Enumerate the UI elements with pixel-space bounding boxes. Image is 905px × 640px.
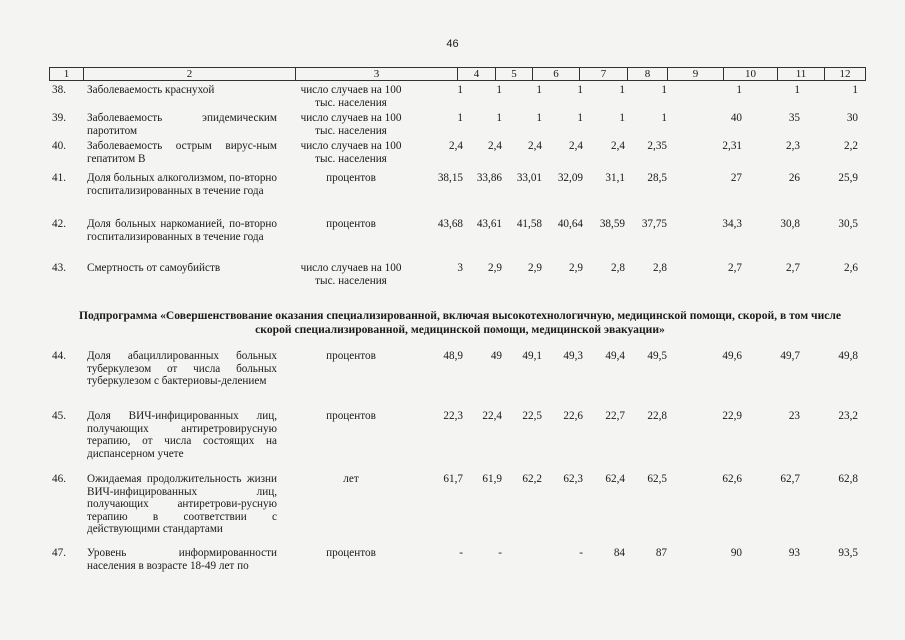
row-number: 39.	[52, 112, 66, 124]
indicator-value: 1	[852, 84, 858, 96]
indicator-value: 49,7	[780, 350, 800, 362]
indicator-value: 22,6	[563, 410, 583, 422]
indicator-value: 2,2	[844, 140, 858, 152]
indicator-value: 48,9	[443, 350, 463, 362]
row-number: 46.	[52, 473, 66, 485]
indicator-value: 49	[490, 350, 502, 362]
indicator-name: Смертность от самоубийств	[87, 262, 221, 274]
indicator-value: 22,4	[482, 410, 502, 422]
indicator-value: 49,5	[647, 350, 667, 362]
indicator-value: 28,5	[647, 172, 667, 184]
indicator-value: -	[579, 547, 583, 559]
row-number: 38.	[52, 84, 66, 96]
indicator-value: 1	[496, 84, 502, 96]
indicator-value: 22,7	[605, 410, 625, 422]
indicator-name: Заболеваемость краснухой	[87, 84, 215, 96]
indicator-value: 84	[613, 547, 625, 559]
column-header: 3	[296, 68, 458, 81]
indicator-value: 1	[619, 84, 625, 96]
indicator-name: Доля ВИЧ-инфицированных лиц, получающих антиретровирусную терапию, от числа состоящих на диспансерном учете	[87, 410, 277, 460]
indicator-value: 2,35	[647, 140, 667, 152]
indicator-value: 2,6	[844, 262, 858, 274]
indicator-value: 1	[457, 112, 463, 124]
unit-of-measure: процентов	[326, 410, 376, 422]
indicator-value: 93	[788, 547, 800, 559]
indicator-value: 2,4	[449, 140, 463, 152]
indicator-value: 2,7	[786, 262, 800, 274]
indicator-value: 38,15	[437, 172, 463, 184]
indicator-value: 1	[794, 84, 800, 96]
indicator-name: Заболеваемость острым вирус-ным гепатитом В	[87, 140, 277, 165]
indicator-name: Доля больных наркоманией, по-вторно госпитализированных в течение года	[87, 218, 277, 243]
indicator-value: 2,4	[528, 140, 542, 152]
indicator-value: 22,9	[722, 410, 742, 422]
column-header: 4	[458, 68, 496, 81]
indicator-value: 1	[619, 112, 625, 124]
indicator-value: 22,5	[522, 410, 542, 422]
indicator-value: 3	[457, 262, 463, 274]
unit-of-measure: число случаев на 100 тыс. населения	[300, 84, 402, 109]
indicator-value: 1	[577, 84, 583, 96]
indicator-value: 23,2	[838, 410, 858, 422]
column-header: 6	[533, 68, 580, 81]
indicator-value: 49,8	[838, 350, 858, 362]
indicator-value: 34,3	[722, 218, 742, 230]
indicator-value: 90	[730, 547, 742, 559]
indicator-value: 25,9	[838, 172, 858, 184]
row-number: 40.	[52, 140, 66, 152]
column-header: 2	[84, 68, 296, 81]
indicator-name: Заболеваемость эпидемическим паротитом	[87, 112, 277, 137]
indicator-value: 49,6	[722, 350, 742, 362]
indicator-value: 49,4	[605, 350, 625, 362]
indicator-value: 62,5	[647, 473, 667, 485]
column-header: 7	[580, 68, 628, 81]
indicator-value: 33,01	[516, 172, 542, 184]
indicator-name: Уровень информированности населения в возрасте 18-49 лет по	[87, 547, 277, 572]
indicator-value: 62,7	[780, 473, 800, 485]
indicator-value: 40	[730, 112, 742, 124]
indicator-value: 62,4	[605, 473, 625, 485]
indicator-value: 2,7	[728, 262, 742, 274]
indicator-value: 40,64	[557, 218, 583, 230]
indicator-value: 33,86	[476, 172, 502, 184]
indicator-value: 38,59	[599, 218, 625, 230]
column-header: 5	[496, 68, 533, 81]
unit-of-measure: число случаев на 100 тыс. населения	[300, 112, 402, 137]
indicator-value: 93,5	[838, 547, 858, 559]
column-header: 9	[668, 68, 724, 81]
indicator-value: 31,1	[605, 172, 625, 184]
indicator-value: 1	[577, 112, 583, 124]
indicator-value: 49,3	[563, 350, 583, 362]
indicator-value: 30,5	[838, 218, 858, 230]
indicator-value: 23	[788, 410, 800, 422]
indicator-value: 2,8	[653, 262, 667, 274]
row-number: 41.	[52, 172, 66, 184]
indicator-value: 2,4	[569, 140, 583, 152]
indicator-value: 2,9	[528, 262, 542, 274]
row-number: 44.	[52, 350, 66, 362]
indicator-value: 62,6	[722, 473, 742, 485]
unit-of-measure: лет	[343, 473, 359, 485]
indicator-value: 1	[536, 84, 542, 96]
row-number: 43.	[52, 262, 66, 274]
indicator-value: 2,9	[488, 262, 502, 274]
indicator-value: 61,9	[482, 473, 502, 485]
indicator-value: 1	[736, 84, 742, 96]
indicator-value: 26	[788, 172, 800, 184]
row-number: 42.	[52, 218, 66, 230]
indicator-value: 2,4	[611, 140, 625, 152]
indicator-value: 1	[661, 112, 667, 124]
indicator-name: Доля больных алкоголизмом, по-вторно госпитализированных в течение года	[87, 172, 277, 197]
indicator-value: 37,75	[641, 218, 667, 230]
indicator-value: 2,31	[722, 140, 742, 152]
indicator-value: 2,9	[569, 262, 583, 274]
unit-of-measure: число случаев на 100 тыс. населения	[300, 140, 402, 165]
unit-of-measure: процентов	[326, 350, 376, 362]
indicator-name: Ожидаемая продолжительность жизни ВИЧ-инфицированных лиц, получающих антиретрови-русную терапию в соответствии с действующими стандартами	[87, 473, 277, 536]
row-number: 47.	[52, 547, 66, 559]
indicator-value: 2,4	[488, 140, 502, 152]
indicator-value: 62,3	[563, 473, 583, 485]
indicator-value: 30,8	[780, 218, 800, 230]
unit-of-measure: число случаев на 100 тыс. населения	[300, 262, 402, 287]
subprogram-heading: Подпрограмма «Совершенствование оказания специализированной, включая высокотехнологичную, медицинской помощи, скорой, в том числе скорой специализированной, медицинской помощи, медицинской эвакуации»	[78, 309, 842, 336]
indicator-value: 22,3	[443, 410, 463, 422]
indicator-value: 1	[496, 112, 502, 124]
indicator-value: 43,61	[476, 218, 502, 230]
indicator-value: 41,58	[516, 218, 542, 230]
indicator-value: 2,8	[611, 262, 625, 274]
indicator-value: 87	[655, 547, 667, 559]
indicator-value: 49,1	[522, 350, 542, 362]
indicator-value: 1	[661, 84, 667, 96]
indicator-value: 43,68	[437, 218, 463, 230]
unit-of-measure: процентов	[326, 172, 376, 184]
indicator-value: -	[498, 547, 502, 559]
indicator-value: 32,09	[557, 172, 583, 184]
indicator-value: -	[459, 547, 463, 559]
unit-of-measure: процентов	[326, 547, 376, 559]
indicator-value: 2,3	[786, 140, 800, 152]
indicator-value: 27	[730, 172, 742, 184]
row-number: 45.	[52, 410, 66, 422]
indicator-value: 22,8	[647, 410, 667, 422]
column-header: 12	[825, 68, 866, 81]
indicator-value: 62,8	[838, 473, 858, 485]
unit-of-measure: процентов	[326, 218, 376, 230]
column-header: 8	[628, 68, 668, 81]
indicator-value: 1	[457, 84, 463, 96]
indicator-name: Доля абациллированных больных туберкулезом от числа больных туберкулезом с бактериовы-делением	[87, 350, 277, 388]
column-header: 10	[724, 68, 778, 81]
column-header: 1	[50, 68, 84, 81]
indicator-value: 1	[536, 112, 542, 124]
column-header: 11	[778, 68, 825, 81]
indicator-value: 30	[846, 112, 858, 124]
indicator-value: 62,2	[522, 473, 542, 485]
indicator-value: 35	[788, 112, 800, 124]
indicator-value: 61,7	[443, 473, 463, 485]
page-number: 46	[446, 38, 459, 50]
